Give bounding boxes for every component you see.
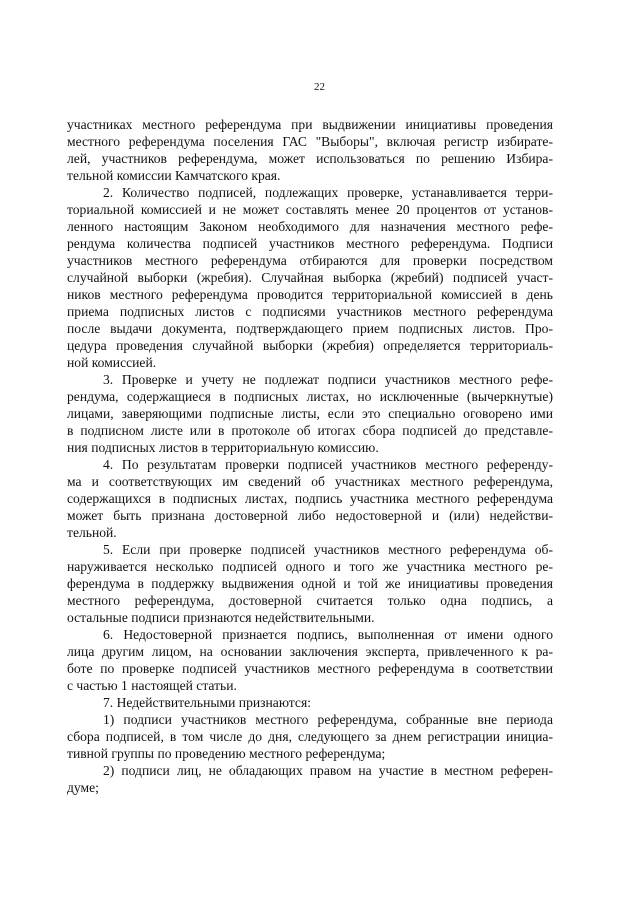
text-line: лица другим лицом, на основании заключения эксперта, привлеченного к ра- <box>67 644 553 659</box>
text-line: в подписном листе или в протоколе об итогах сбора подписей до представле- <box>67 423 553 438</box>
paragraph <box>67 626 553 694</box>
text-line: ториальной комиссией и не может составлять менее 20 процентов от установ- <box>67 202 553 217</box>
text-line: после выдачи документа, подтверждающего прием подписных листов. Про- <box>67 321 553 336</box>
text-line: сбора подписей, в том числе до дня, следующего за днем регистрации инициа- <box>67 729 553 744</box>
text-line: цедура проведения случайной выборки (жребия) определяется территориаль- <box>67 338 553 353</box>
paragraph <box>67 184 553 371</box>
text-line: ленного настоящим Законом необходимого для назначения местного рефе- <box>67 219 553 234</box>
text-line: думе; <box>67 780 99 795</box>
text-line: наруживается несколько подписей одного и того же участника местного ре- <box>67 559 553 574</box>
text-line: 4. По результатам проверки подписей участников местного референду- <box>103 457 553 472</box>
document-body <box>67 116 553 796</box>
text-line: рендума количества подписей участников местного референдума. Подписи <box>67 236 553 251</box>
paragraph <box>67 762 553 796</box>
text-line: ния подписных листов в территориальную комиссию. <box>67 440 379 455</box>
text-line: случайной выборки (жребия). Случайная выборка (жребий) подписей участ- <box>67 270 553 285</box>
text-line: рендума, содержащиеся в подписных листах, но исключенные (вычеркнутые) <box>67 389 553 404</box>
text-line: 2. Количество подписей, подлежащих проверке, устанавливается терри- <box>103 185 553 200</box>
paragraph <box>67 694 553 711</box>
text-line: 7. Недействительными признаются: <box>103 695 311 710</box>
paragraph <box>67 371 553 456</box>
text-line: с частью 1 настоящей статьи. <box>67 678 237 693</box>
text-line: 3. Проверке и учету не подлежат подписи участников местного рефе- <box>103 372 553 387</box>
text-line: приема подписных листов с подписями участников местного референдума <box>67 304 553 319</box>
page-number: 22 <box>314 81 325 93</box>
text-line: 2) подписи лиц, не обладающих правом на участие в местном референ- <box>103 763 553 778</box>
paragraph <box>67 116 553 184</box>
text-line: ников местного референдума проводится территориальной комиссией в день <box>67 287 553 302</box>
paragraph <box>67 541 553 626</box>
text-line: местного референдума, достоверной считается только одна подпись, а <box>67 593 553 608</box>
paragraph <box>67 711 553 762</box>
text-line: участниках местного референдума при выдвижении инициативы проведения <box>67 117 553 132</box>
text-line: 6. Недостоверной признается подпись, выполненная от имени одного <box>103 627 553 642</box>
text-line: 5. Если при проверке подписей участников местного референдума об- <box>103 542 553 557</box>
text-line: ной комиссией. <box>67 355 157 370</box>
text-line: участников местного референдума отбираются для проверки посредством <box>67 253 553 268</box>
text-line: ферендума в поддержку выдвижения одной и той же инициативы проведения <box>67 576 553 591</box>
text-line: тивной группы по проведению местного референдума; <box>67 746 386 761</box>
text-line: ма и соответствующих им сведений об участниках местного референдума, <box>67 474 553 489</box>
text-line: остальные подписи признаются недействительными. <box>67 610 375 625</box>
text-line: лей, участников референдума, может использоваться по решению Избира- <box>67 151 553 166</box>
text-line: боте по проверке подписей участников местного референдума в соответствии <box>67 661 553 676</box>
text-line: 1) подписи участников местного референдума, собранные вне периода <box>103 712 553 727</box>
paragraph <box>67 456 553 541</box>
text-line: лицами, заверяющими подписные листы, если это специально оговорено ими <box>67 406 553 421</box>
text-line: тельной. <box>67 525 117 540</box>
text-line: местного референдума поселения ГАС "Выборы", включая регистр избирате- <box>67 134 553 149</box>
text-line: тельной комиссии Камчатского края. <box>67 168 281 183</box>
text-line: может быть признана достоверной либо недостоверной и (или) недействи- <box>67 508 553 523</box>
text-line: содержащихся в подписных листах, подпись участника местного референдума <box>67 491 553 506</box>
